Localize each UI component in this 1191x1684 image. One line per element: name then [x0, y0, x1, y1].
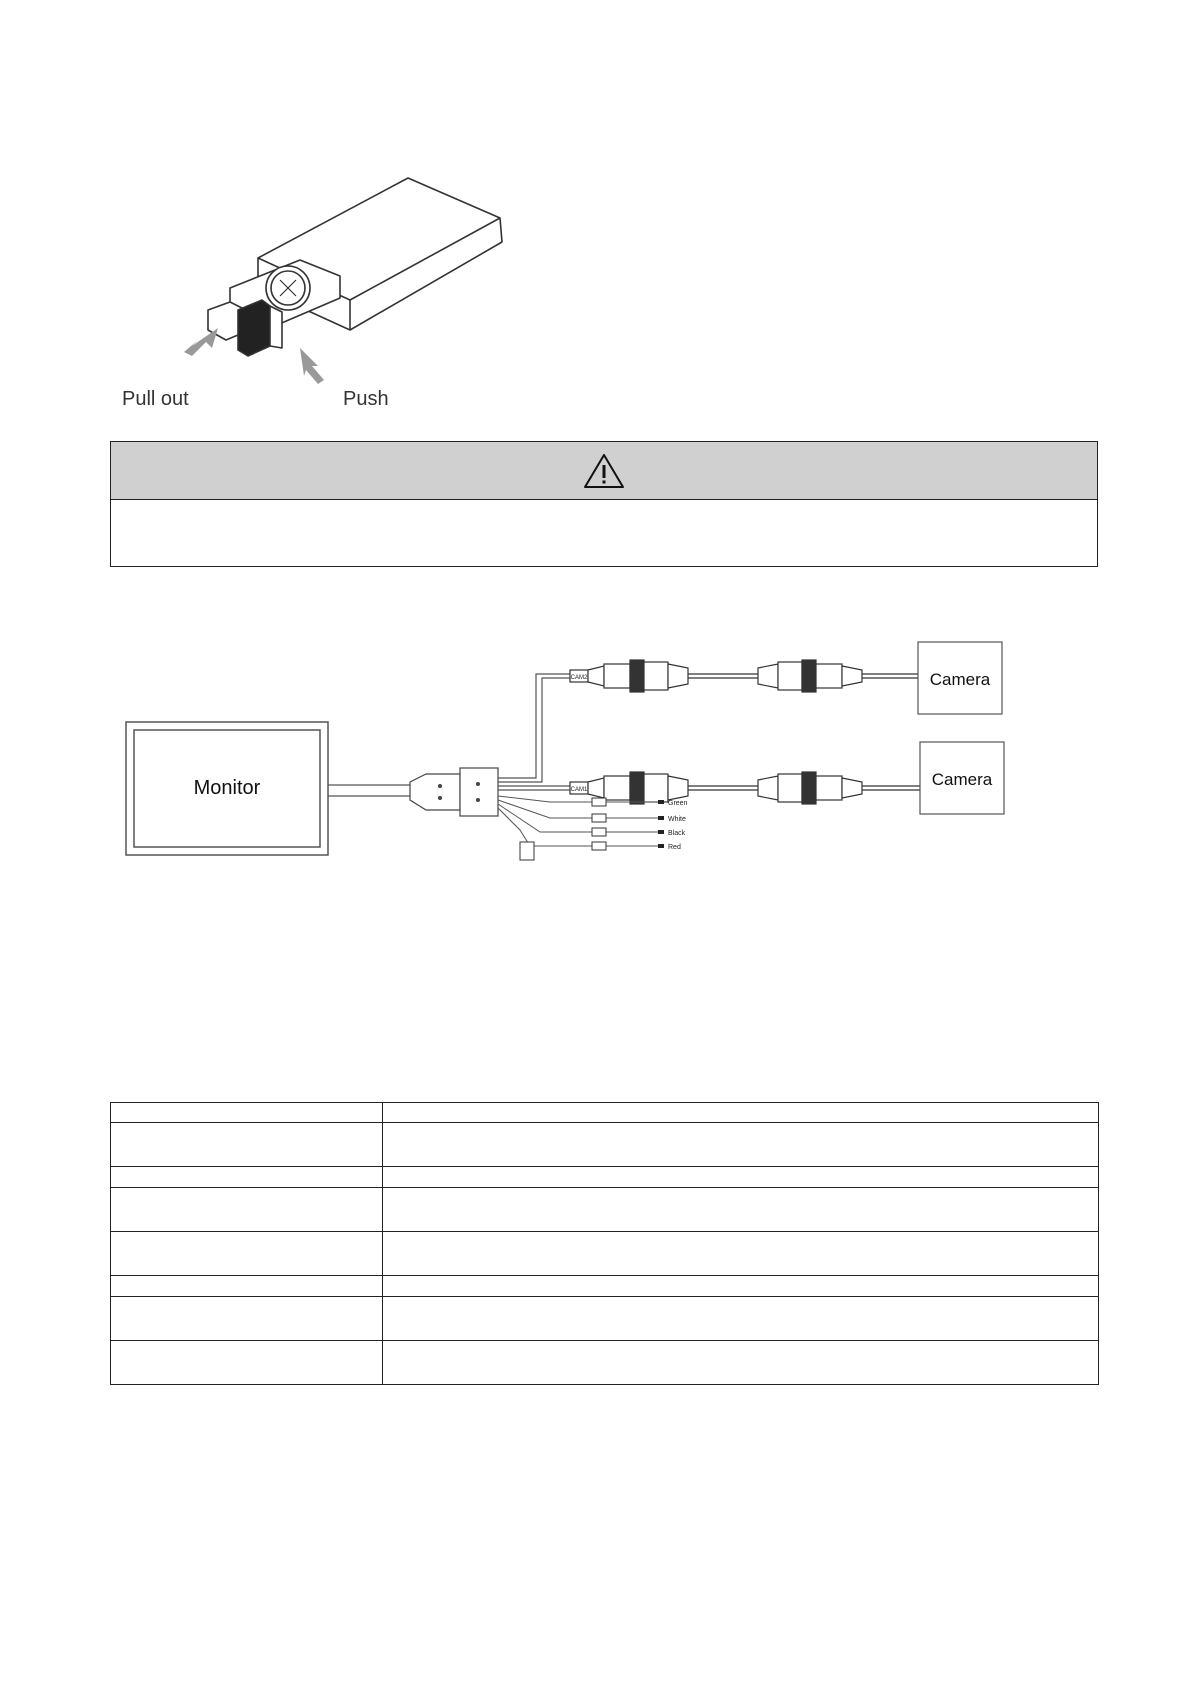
connector-tag-1: CAM2 — [570, 675, 588, 681]
spec-value — [383, 1276, 1099, 1297]
spec-value — [383, 1123, 1099, 1167]
spec-value — [383, 1232, 1099, 1276]
wire-label-white: White — [668, 816, 686, 823]
table-row — [111, 1123, 1099, 1167]
spec-key — [111, 1341, 383, 1385]
camera-2-label: Camera — [931, 770, 993, 789]
table-row — [111, 1341, 1099, 1385]
wire-label-black: Black — [668, 830, 686, 837]
spec-key — [111, 1232, 383, 1276]
connector-tag-2: CAM1 — [570, 787, 588, 793]
camera-1-label: Camera — [929, 670, 991, 689]
spec-key — [111, 1276, 383, 1297]
table-row — [111, 1103, 1099, 1123]
spec-key — [111, 1103, 383, 1123]
pull-out-label: Pull out — [122, 388, 189, 410]
spec-key — [111, 1188, 383, 1232]
spec-key — [111, 1167, 383, 1188]
table-row — [111, 1276, 1099, 1297]
spec-table — [110, 1102, 1099, 1385]
spec-value — [383, 1103, 1099, 1123]
warning-header — [111, 442, 1097, 500]
warning-triangle-icon — [582, 452, 626, 490]
wire-label-red: Red — [668, 844, 681, 851]
monitor-label: Monitor — [193, 777, 261, 799]
spec-key — [111, 1123, 383, 1167]
table-row — [111, 1188, 1099, 1232]
warning-body — [111, 500, 1097, 566]
spec-value — [383, 1188, 1099, 1232]
spec-value — [383, 1297, 1099, 1341]
push-label: Push — [343, 388, 389, 410]
remote-battery-figure — [110, 170, 520, 420]
spec-value — [383, 1167, 1099, 1188]
warning-box — [110, 441, 1098, 567]
wire-label-green: Green — [668, 800, 688, 807]
table-row — [111, 1232, 1099, 1276]
wiring-diagram — [110, 630, 1095, 890]
table-row — [111, 1167, 1099, 1188]
table-row — [111, 1297, 1099, 1341]
spec-value — [383, 1341, 1099, 1385]
spec-key — [111, 1297, 383, 1341]
